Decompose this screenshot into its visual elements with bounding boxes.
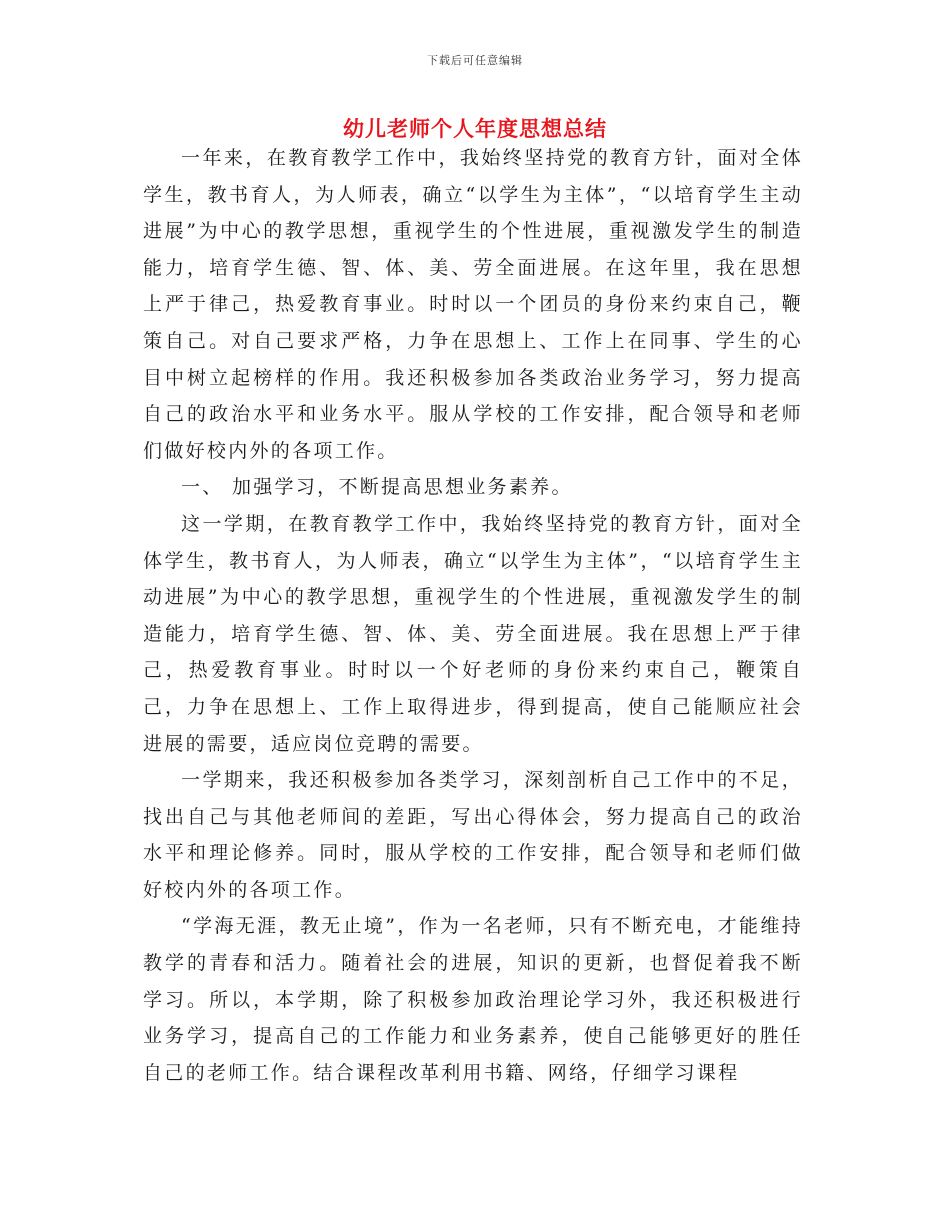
paragraph-study: 一学期来，我还积极参加各类学习，深刻剖析自己工作中的不足，找出自己与其他老师间的差距，写出心得体会，努力提高自己的政治水平和理论修养。同时，服从学校的工作安排，配合领导和老师们做好校内外的各项工作。 xyxy=(143,769,803,901)
paragraph-learning: “学海无涯，教无止境”，作为一名老师，只有不断充电，才能维持教学的青春和活力。随着社会的进展，知识的更新，也督促着我不断学习。所以，本学期，除了积极参加政治理论学习外，我还积极进行业务学习，提高自己的工作能力和业务素养，使自己能够更好的胜任自己的老师工作。结合课程改革利用书籍、网络，仔细学习课程 xyxy=(143,915,803,1084)
document-title: 幼儿老师个人年度思想总结 xyxy=(343,116,607,141)
document-body xyxy=(143,140,803,1091)
section-heading-1: 一、 加强学习，不断提高思想业务素养。 xyxy=(181,476,573,499)
paragraph-intro: 一年来，在教育教学工作中，我始终坚持党的教育方针，面对全体学生，教书育人，为人师表，确立“以学生为主体”，“以培育学生主动进展”为中心的教学思想，重视学生的个性进展，重视激发学生的制造能力，培育学生德、智、体、美、劳全面进展。在这年里，我在思想上严于律己，热爱教育事业。时时以一个团员的身份来约束自己，鞭策自己。对自己要求严格，力争在思想上、工作上在同事、学生的心目中树立起榜样的作用。我还积极参加各类政治业务学习，努力提高自己的政治水平和业务水平。服从学校的工作安排，配合领导和老师们做好校内外的各项工作。 xyxy=(143,147,803,462)
paragraph-semester: 这一学期，在教育教学工作中，我始终坚持党的教育方针，面对全体学生，教书育人，为人师表，确立“以学生为主体”，“以培育学生主动进展”为中心的教学思想，重视学生的个性进展，重视激发学生的制造能力，培育学生德、智、体、美、劳全面进展。我在思想上严于律己，热爱教育事业。时时以一个好老师的身份来约束自己，鞭策自己，力争在思想上、工作上取得进步，得到提高，使自己能顺应社会进展的需要，适应岗位竞聘的需要。 xyxy=(143,512,803,755)
page-header: 下载后可任意编辑 xyxy=(427,54,523,67)
